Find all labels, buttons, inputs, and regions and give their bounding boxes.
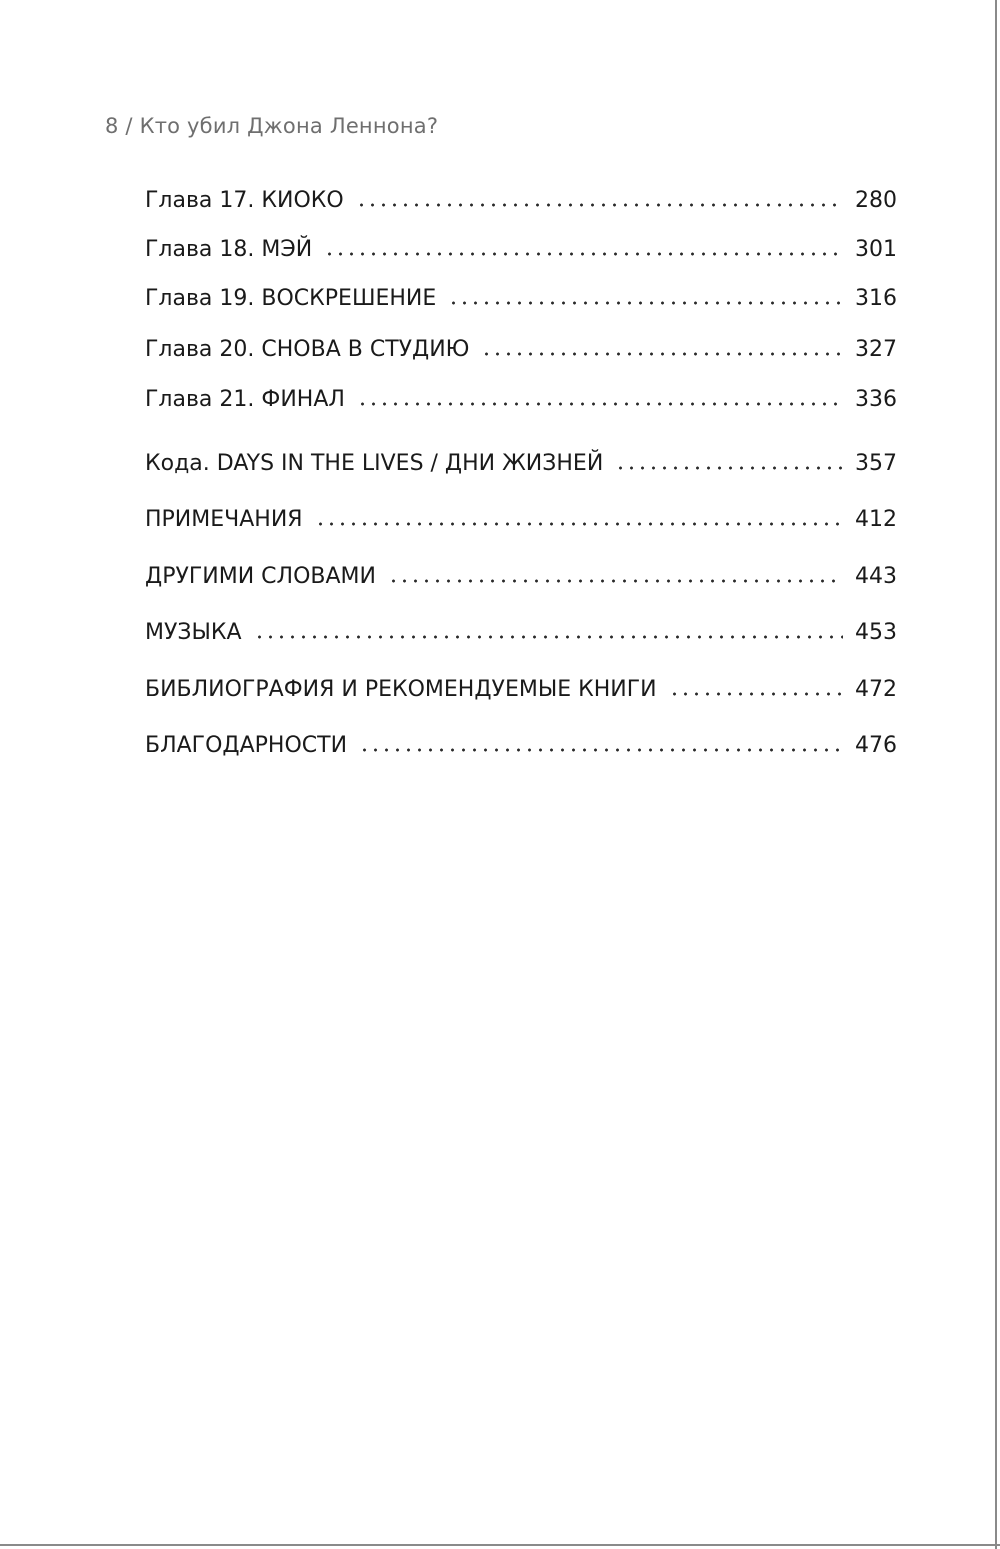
toc-entry-page-number: 357 bbox=[855, 451, 897, 476]
toc-entry-bibliography[interactable] bbox=[145, 670, 897, 704]
toc-entry-acknowledgements[interactable] bbox=[145, 726, 897, 760]
toc-entry-page-number: 316 bbox=[855, 286, 897, 311]
toc-entry-page-number: 280 bbox=[855, 188, 897, 213]
toc-entry-label bbox=[145, 386, 357, 414]
toc-entry-prefix: Глава 17. bbox=[145, 188, 255, 213]
toc-entry-page-number: 336 bbox=[855, 387, 897, 412]
toc-entry-chapter-19[interactable] bbox=[145, 279, 897, 313]
toc-entry-label bbox=[145, 236, 324, 264]
toc-entry-music[interactable] bbox=[145, 613, 897, 647]
toc-entry-title: БИБЛИОГРАФИЯ И РЕКОМЕНДУЕМЫЕ КНИГИ bbox=[145, 677, 657, 702]
dot-leader bbox=[254, 634, 843, 640]
toc-entry-title: СНОВА В СТУДИЮ bbox=[261, 337, 470, 362]
toc-entry-prefix: Кода. bbox=[145, 451, 210, 476]
dot-leader bbox=[356, 202, 843, 208]
dot-leader bbox=[448, 300, 843, 306]
toc-entry-prefix: Глава 18. bbox=[145, 237, 255, 262]
toc-entry-chapter-18[interactable] bbox=[145, 230, 897, 264]
toc-entry-page-number: 443 bbox=[855, 564, 897, 589]
dot-leader bbox=[324, 251, 843, 257]
dot-leader bbox=[615, 465, 843, 471]
toc-entry-label bbox=[145, 676, 669, 704]
toc-entry-prefix: Глава 21. bbox=[145, 387, 255, 412]
dot-leader bbox=[481, 351, 843, 357]
toc-entry-title: ФИНАЛ bbox=[261, 387, 345, 412]
dot-leader bbox=[669, 691, 843, 697]
running-head: 8 / Кто убил Джона Леннона? bbox=[105, 114, 439, 138]
toc-entry-chapter-20[interactable] bbox=[145, 330, 897, 364]
toc-entry-page-number: 476 bbox=[855, 733, 897, 758]
toc-entry-page-number: 412 bbox=[855, 507, 897, 532]
dot-leader bbox=[315, 521, 843, 527]
toc-entry-page-number: 472 bbox=[855, 677, 897, 702]
toc-entry-page-number: 301 bbox=[855, 237, 897, 262]
toc-entry-chapter-21[interactable] bbox=[145, 380, 897, 414]
toc-entry-title: МЭЙ bbox=[261, 237, 313, 262]
toc-entry-label bbox=[145, 732, 359, 760]
dot-leader bbox=[357, 401, 843, 407]
toc-entry-title: ДРУГИМИ СЛОВАМИ bbox=[145, 564, 376, 589]
toc-entry-label bbox=[145, 619, 254, 647]
table-of-contents bbox=[145, 0, 897, 1549]
toc-entry-coda[interactable] bbox=[145, 444, 897, 478]
toc-entry-prefix: Глава 19. bbox=[145, 286, 255, 311]
page-edge-right bbox=[995, 0, 997, 1549]
toc-entry-prefix: Глава 20. bbox=[145, 337, 255, 362]
toc-entry-notes[interactable] bbox=[145, 500, 897, 534]
toc-entry-title: DAYS IN THE LIVES / ДНИ ЖИЗНЕЙ bbox=[216, 451, 604, 476]
toc-entry-label bbox=[145, 187, 356, 215]
toc-entry-page-number: 327 bbox=[855, 337, 897, 362]
toc-entry-title: МУЗЫКА bbox=[145, 620, 242, 645]
toc-entry-label bbox=[145, 450, 615, 478]
toc-entry-page-number: 453 bbox=[855, 620, 897, 645]
toc-entry-chapter-17[interactable] bbox=[145, 181, 897, 215]
toc-entry-label bbox=[145, 506, 315, 534]
toc-entry-label bbox=[145, 563, 388, 591]
toc-entry-label bbox=[145, 285, 448, 313]
toc-entry-title: КИОКО bbox=[261, 188, 344, 213]
dot-leader bbox=[359, 747, 843, 753]
toc-entry-in-other-words[interactable] bbox=[145, 557, 897, 591]
toc-entry-title: ПРИМЕЧАНИЯ bbox=[145, 507, 303, 532]
toc-entry-title: ВОСКРЕШЕНИЕ bbox=[261, 286, 437, 311]
dot-leader bbox=[388, 578, 843, 584]
toc-entry-label bbox=[145, 336, 481, 364]
toc-entry-title: БЛАГОДАРНОСТИ bbox=[145, 733, 348, 758]
